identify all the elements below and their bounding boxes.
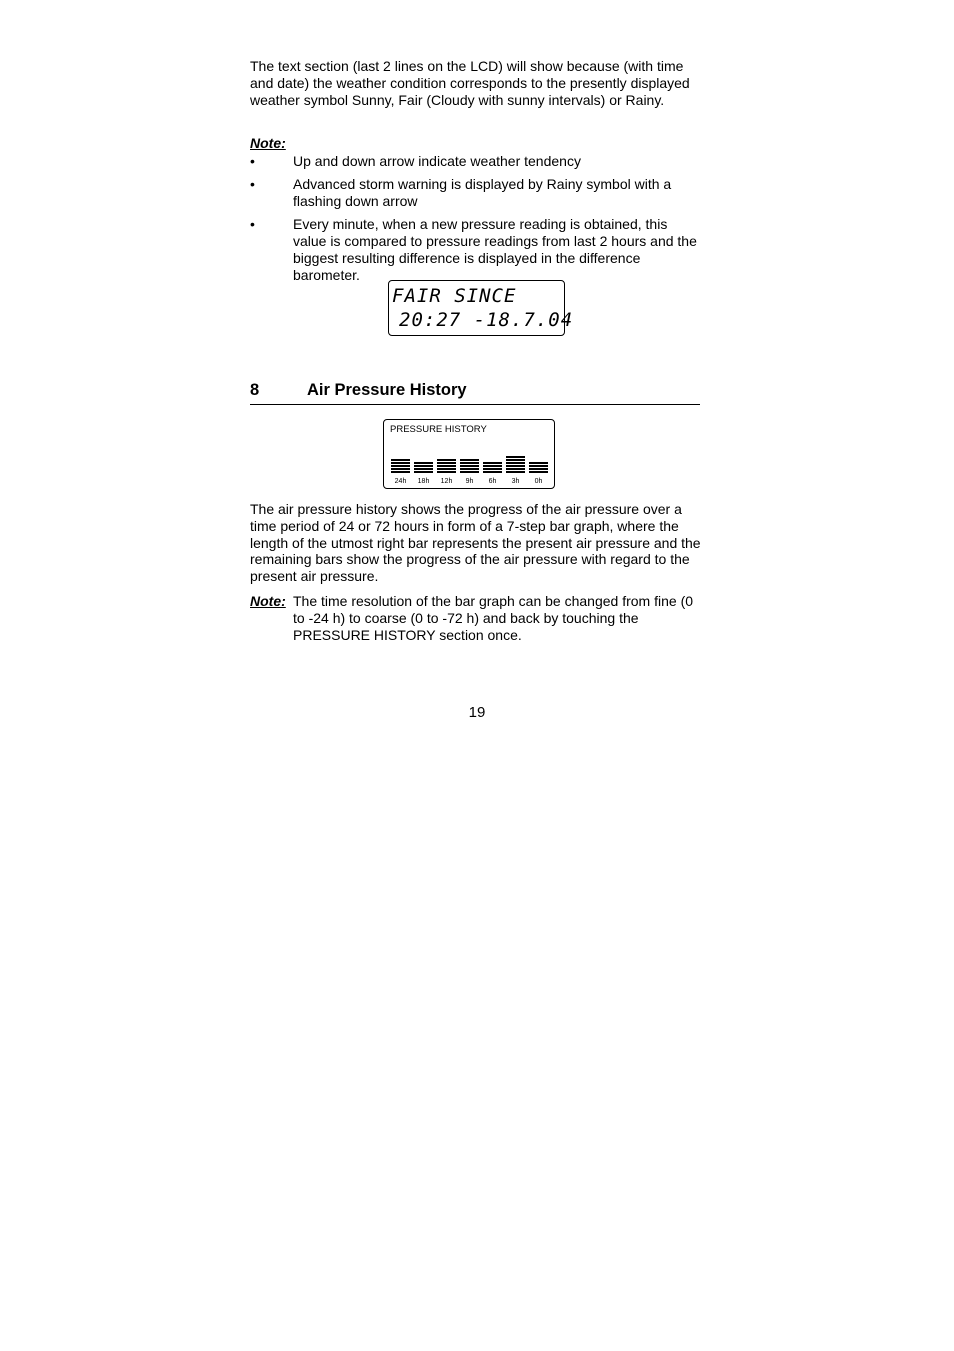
pressure-bar-step	[437, 459, 456, 461]
pressure-bar-step	[460, 465, 479, 467]
pressure-bar-step	[506, 456, 525, 458]
pressure-bar-step	[460, 471, 479, 473]
pressure-bar-step	[391, 459, 410, 461]
pressure-bar-step	[483, 462, 502, 464]
pressure-bar-step	[391, 465, 410, 467]
history-paragraph: The air pressure history shows the progress of the air pressure over a time period of 24 or 72 hours in form of a 7-step bar graph, where the length of the utmost right bar represents the present air pressure and the remaining bars show the progress of the air pressure with regard to the present air pressure.	[250, 501, 701, 585]
pressure-bar-step	[460, 468, 479, 470]
lcd-text-display	[388, 280, 574, 336]
bullet-item: • Every minute, when a new pressure reading is obtained, this value is compared to pressure readings from last 2 hours and the biggest resulting difference is displayed in the difference barometer.	[250, 216, 697, 283]
pressure-bar-step	[529, 471, 548, 473]
pressure-bar-step	[506, 468, 525, 470]
note-2-text: The time resolution of the bar graph can be changed from fine (0 to -24 h) to coarse (0 to -72 h) and back by touching the PRESSURE HISTORY section once.	[293, 593, 694, 643]
note-label: Note:	[250, 135, 286, 151]
pressure-bar-step	[414, 471, 433, 473]
pressure-bar-step	[391, 462, 410, 464]
pressure-bar-step	[506, 462, 525, 464]
page-number: 19	[468, 704, 486, 721]
pressure-bar-label: 12h	[440, 478, 453, 485]
pressure-bar-step	[529, 468, 548, 470]
pressure-history-display	[383, 419, 555, 489]
pressure-history-caption: PRESSURE HISTORY	[390, 424, 487, 435]
pressure-bar-step	[437, 471, 456, 473]
bullet-icon: •	[250, 153, 255, 169]
pressure-bar-label: 24h	[394, 478, 407, 485]
pressure-bar-step	[391, 468, 410, 470]
pressure-bar-label: 9h	[465, 478, 474, 485]
pressure-bar-step	[506, 471, 525, 473]
pressure-bar-step	[529, 465, 548, 467]
bullet-icon: •	[250, 216, 255, 233]
pressure-bar-step	[437, 468, 456, 470]
pressure-bar-step	[483, 471, 502, 473]
pressure-bar-step	[506, 459, 525, 461]
pressure-history-bars	[384, 420, 554, 488]
pressure-bar-step	[529, 462, 548, 464]
pressure-bar-step	[483, 465, 502, 467]
pressure-bar-step	[414, 465, 433, 467]
bullet-item: • Advanced storm warning is displayed by Rainy symbol with a flashing down arrow	[250, 176, 672, 210]
pressure-bar-step	[483, 468, 502, 470]
section-heading	[250, 381, 700, 405]
pressure-bar-label: 18h	[417, 478, 430, 485]
pressure-bar-label: 0h	[534, 478, 543, 485]
note-2-label: Note:	[250, 593, 286, 609]
pressure-bar-step	[460, 462, 479, 464]
bullet-icon: •	[250, 176, 255, 193]
section-number: 8	[250, 381, 260, 399]
note-2	[250, 593, 702, 643]
pressure-bar-step	[437, 465, 456, 467]
pressure-bar-step	[437, 462, 456, 464]
pressure-bar-step	[391, 471, 410, 473]
pressure-bar-step	[414, 462, 433, 464]
bullet-item: • Up and down arrow indicate weather tendency	[250, 153, 581, 169]
pressure-bar-step	[506, 465, 525, 467]
lcd-line-1: FAIR SINCE	[392, 285, 517, 307]
pressure-bar-label: 3h	[511, 478, 520, 485]
pressure-bar-step	[414, 468, 433, 470]
note-bullet-list	[250, 153, 702, 290]
intro-paragraph: The text section (last 2 lines on the LCD) will show because (with time and date) the weather condition corresponds to the presently displayed weather symbol Sunny, Fair (Cloudy with sunny intervals) or Rainy.	[250, 58, 690, 108]
pressure-bar-step	[460, 459, 479, 461]
section-title: Air Pressure History	[307, 381, 467, 399]
pressure-bar-label: 6h	[488, 478, 497, 485]
lcd-line-2: 20:27 -18.7.04	[399, 309, 574, 331]
